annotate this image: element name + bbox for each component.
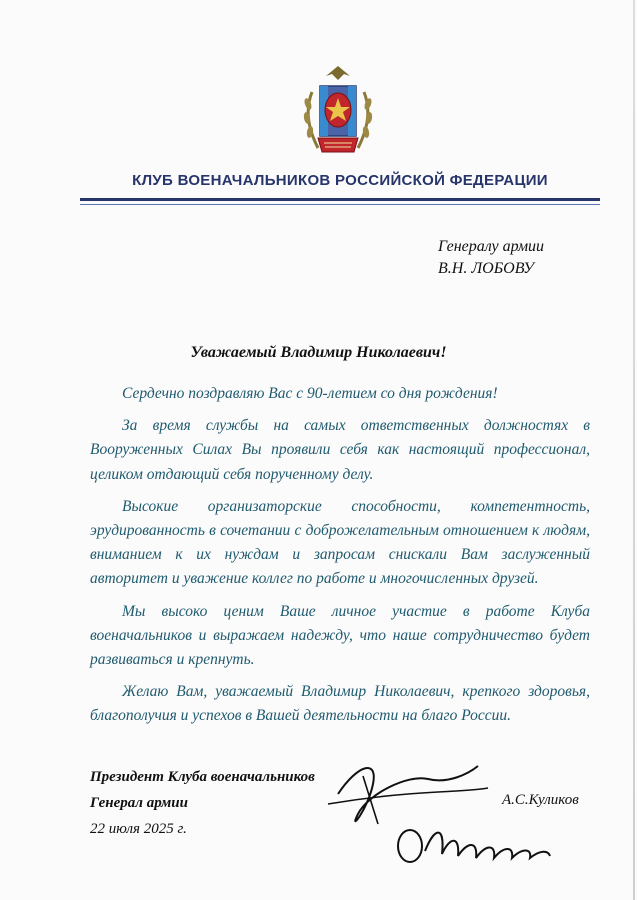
paragraph: Сердечно поздравляю Вас с 90-летием со дня рождения!: [122, 385, 498, 402]
signatory-block: [90, 764, 315, 842]
page-edge: [633, 0, 635, 900]
header-rule-thin: [80, 204, 600, 205]
salutation: Уважаемый Владимир Николаевич!: [190, 344, 447, 361]
letter-date: 22 июля 2025 г.: [90, 821, 187, 837]
addressee-name: В.Н. ЛОБОВУ: [438, 260, 534, 277]
addressee-rank: Генералу армии: [438, 238, 545, 255]
paragraph: Мы высоко ценим Ваше личное участие в работе Клуба военачальников и выражаем надежду, что наше сотрудничество будет развиваться и крепнуть.: [90, 602, 590, 669]
signatory-name: А.С.Куликов: [502, 792, 579, 808]
signatory-title: Президент Клуба военачальников: [90, 769, 315, 785]
letter-body: [90, 382, 590, 737]
organization-name: КЛУБ ВОЕНАЧАЛЬНИКОВ РОССИЙСКОЙ ФЕДЕРАЦИИ: [132, 172, 548, 189]
club-emblem-icon: [298, 62, 378, 162]
addressee: [438, 236, 544, 280]
paragraph: Желаю Вам, уважаемый Владимир Николаевич, крепкого здоровья, благополучия и успехов в Вашей деятельности на благо России.: [90, 683, 590, 725]
signatory-rank: Генерал армии: [90, 795, 188, 811]
handwritten-mark: [390, 816, 560, 876]
paragraph: За время службы на самых ответственных должностях в Вооруженных Силах Вы проявили себя как настоящий профессионал, целиком отдающий себя порученному делу.: [90, 417, 590, 483]
paragraph: Высокие организаторские способности, компетентность, эрудированность в сочетании с доброжелательным отношением к людям, вниманием к их нуждам и запросам снискали Вам заслуженный авторитет и уважение коллег по работе и многочисленных друзей.: [90, 497, 590, 588]
header-rule: [80, 198, 600, 201]
